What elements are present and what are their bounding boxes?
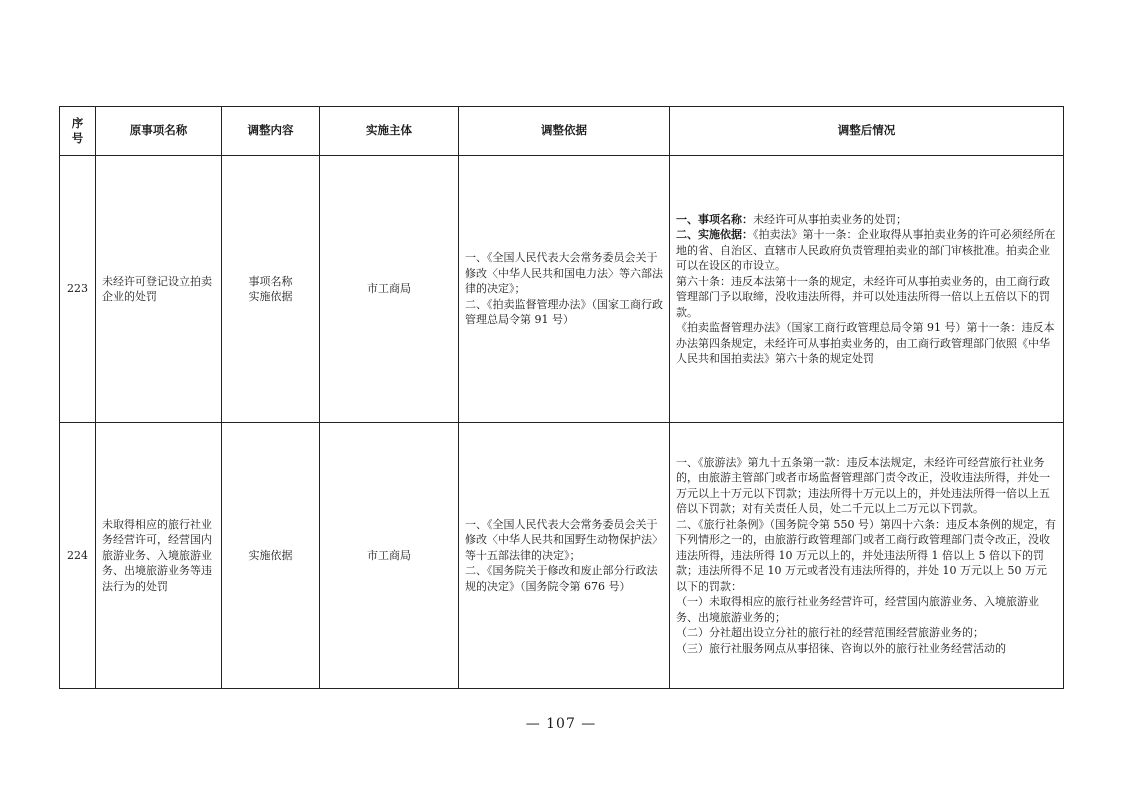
header-seq-line-2: 号 [71,131,84,145]
row-subject: 市工商局 [320,423,459,689]
header-seq [60,107,96,156]
table-row [60,423,1064,689]
header-name: 原事项名称 [96,107,222,156]
basis-paragraph: 一、《全国人民代表大会常务委员会关于修改〈中华人民共和国电力法〉等六部法律的决定》； [465,251,663,296]
after-paragraph [676,212,1057,228]
basis-paragraph: 二、《拍卖监督管理办法》（国家工商行政管理总局令第 91 号） [465,297,663,327]
after-label: 二、实施依据： [676,228,753,241]
header-seq-line-1: 序 [71,115,84,130]
after-paragraph: 二、《旅行社条例》（国务院令第 550 号）第四十六条：违反本条例的规定，有下列情形之一的，由旅游行政管理部门或者工商行政管理部门责令改正，没收违法所得，违法所得 10 万元以上的，并处违法所得 1 倍以上 5 倍以下的罚款；违法所得不足 10 万元或者没有违法所得的，并处 10 万元以上 50 万元以下的罚款： [676,517,1056,593]
after-paragraph: 一、《旅游法》第九十五条第一款：违反本法规定，未经许可经营旅行社业务的，由旅游主管部门或者市场监督管理部门责令改正，没收违法所得，并处一万元以上十万元以下罚款；违法所得十万元以上的，并处违法所得一倍以上五倍以下罚款；对有关责任人员，处二千元以上二万元以下罚款。 [676,455,1050,516]
after-text: 《拍卖法》第十一条：企业取得从事拍卖业务的许可必须经所在地的省、自治区、直辖市人民政府负责管理拍卖业的部门审核批准。拍卖企业可以在设区的市设立。 [676,228,1056,272]
adjustment-table [59,106,1064,689]
after-paragraph: （三）旅行社服务网点从事招徕、咨询以外的旅行社业务经营活动的 [676,641,1006,655]
table-row [60,156,1064,423]
row-basis [459,156,670,423]
row-basis [459,423,670,689]
after-label: 一、事项名称： [676,212,753,226]
row-subject: 市工商局 [320,156,459,423]
after-paragraph: （一）未取得相应的旅行社业务经营许可，经营国内旅游业务、入境旅游业务、出境旅游业务的； [676,595,1039,624]
row-after [670,156,1064,423]
after-paragraph [676,227,1057,274]
after-text: 未经许可从事拍卖业务的处罚； [753,212,907,226]
basis-paragraph: 一、《全国人民代表大会常务委员会关于修改〈中华人民共和国野生动物保护法〉等十五部法律的决定》； [465,517,663,562]
row-seq: 224 [60,423,96,689]
row-name: 未取得相应的旅行社业务经营许可，经营国内旅游业务、入境旅游业务、出境旅游业务等违法行为的处罚 [96,423,222,689]
row-content-line: 实施依据 [248,290,293,303]
header-content: 调整内容 [222,107,320,156]
row-content [222,156,320,423]
page-number: — 107 — [525,716,597,732]
row-content-line: 事项名称 [248,274,293,288]
header-basis: 调整依据 [459,107,670,156]
after-paragraph: （二）分社超出设立分社的旅行社的经营范围经营旅游业务的； [676,626,984,640]
row-name: 未经许可登记设立拍卖企业的处罚 [96,156,222,423]
header-after: 调整后情况 [670,107,1064,156]
after-paragraph: 第六十条：违反本法第十一条的规定，未经许可从事拍卖业务的，由工商行政管理部门予以取缔，没收违法所得，并可以处违法所得一倍以上五倍以下的罚款。 [676,274,1050,319]
row-after [670,423,1064,689]
row-seq: 223 [60,156,96,423]
basis-paragraph: 二、《国务院关于修改和废止部分行政法规的决定》（国务院令第 676 号） [465,564,658,593]
row-content: 实施依据 [222,423,320,689]
after-paragraph: 《拍卖监督管理办法》（国家工商行政管理总局令第 91 号）第十一条：违反本办法第四条规定，未经许可从事拍卖业务的，由工商行政管理部门依照《中华人民共和国拍卖法》第六十条的规定处罚 [676,321,1055,365]
header-subject: 实施主体 [320,107,459,156]
header-row [60,107,1064,156]
